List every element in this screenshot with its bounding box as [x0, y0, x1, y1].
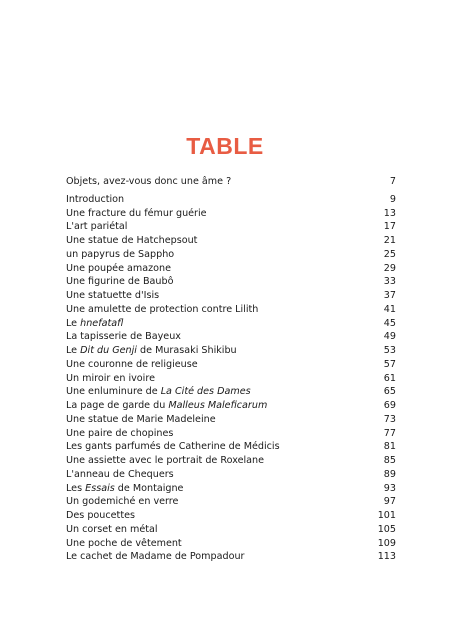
toc-entry-title-italic: Essais — [85, 482, 115, 494]
toc-entry-title-text: de Montaigne — [114, 482, 184, 494]
toc-entry-title-text: Une poche de vêtement — [66, 537, 182, 549]
toc-entry-title-text: Les gants parfumés de Catherine de Médicis — [66, 441, 280, 453]
toc-entry-title-text: Une couronne de religieuse — [66, 358, 198, 370]
toc-entry-title — [66, 427, 173, 441]
toc-entry-page-number: 97 — [383, 496, 396, 508]
toc-entry — [66, 358, 396, 372]
toc-entry-page-number: 9 — [389, 193, 396, 205]
toc-entry-title-text: Objets, avez-vous donc une âme ? — [66, 176, 232, 187]
toc-entry-title-text: Un miroir en ivoire — [66, 372, 155, 384]
toc-entry-title-text: Le cachet de Madame de Pompadour — [66, 551, 245, 563]
toc-entry — [66, 193, 396, 207]
toc-entry-page-number: 89 — [383, 468, 396, 480]
toc-entry-page-number: 33 — [383, 276, 396, 288]
toc-entry — [66, 385, 396, 399]
toc-entry-page-number: 45 — [383, 317, 396, 329]
toc-entry-page-number: 57 — [383, 358, 396, 370]
toc-entry-title-text: Une assiette avec le portrait de Roxelane — [66, 455, 265, 466]
toc-entry-title-text: Le — [66, 345, 81, 356]
toc-entry — [66, 220, 396, 234]
toc-entry-title-text: Le — [66, 317, 81, 329]
toc-entry — [66, 248, 396, 262]
toc-entry-page-number: 61 — [383, 372, 396, 384]
toc-entry-page-number: 17 — [383, 221, 396, 233]
toc-entry-page-number: 49 — [383, 331, 396, 343]
toc-entry-title-text: Une figurine de Baubô — [66, 276, 174, 288]
toc-entry-title — [66, 234, 197, 248]
toc-entry — [66, 413, 396, 427]
toc-entry — [66, 330, 396, 344]
toc-entry-title-text: La tapisserie de Bayeux — [66, 331, 181, 343]
toc-entry-title-text: Des poucettes — [66, 510, 135, 521]
toc-entry-title — [66, 385, 251, 399]
toc-entry — [66, 523, 396, 537]
toc-entry-page-number: 41 — [383, 303, 396, 315]
toc-entry-title — [66, 440, 280, 454]
toc-entry-title — [66, 175, 231, 189]
toc-entry-title-text: de Murasaki Shikibu — [136, 345, 237, 356]
toc-entry-page-number: 93 — [383, 482, 396, 494]
toc-entry — [66, 427, 396, 441]
toc-entry-title-text: Une statue de Marie Madeleine — [66, 413, 216, 425]
toc-entry-title-text: L'art pariétal — [66, 221, 128, 233]
toc-entry-title-text: Une poupée amazone — [66, 262, 172, 274]
toc-entry — [66, 482, 396, 496]
toc-entry — [66, 495, 396, 509]
toc-entry-page-number: 77 — [383, 427, 396, 439]
toc-entry-page-number: 53 — [383, 345, 396, 356]
toc-entry — [66, 275, 396, 289]
toc-entry — [66, 372, 396, 386]
toc-entry — [66, 509, 396, 523]
toc-entry — [66, 454, 396, 468]
toc-entry-title — [66, 193, 124, 207]
toc-entry — [66, 550, 396, 564]
toc-entry — [66, 537, 396, 551]
toc-entry-title-text: La page de garde du — [66, 400, 169, 411]
toc-entry-title — [66, 220, 127, 234]
toc-entry-page-number: 65 — [383, 386, 396, 398]
toc-entry — [66, 207, 396, 221]
toc-entry — [66, 175, 396, 189]
toc-entry-page-number: 13 — [383, 207, 396, 219]
toc-entry-title-text: Une statue de Hatchepsout — [66, 235, 198, 246]
toc-entry-title-text: Une amulette de protection contre Lilith — [66, 303, 259, 315]
toc-entry-page-number: 25 — [383, 248, 396, 260]
toc-entry — [66, 399, 396, 413]
toc-entry-title — [66, 537, 182, 551]
toc-entry — [66, 234, 396, 248]
toc-entry-title — [66, 248, 174, 262]
toc-entry-title-text: Les — [66, 482, 86, 494]
toc-entry-title — [66, 344, 237, 358]
toc-entry-page-number: 69 — [383, 400, 396, 411]
toc-entry-title-text: Une paire de chopines — [66, 427, 174, 439]
toc-entry-title-text: Une fracture du fémur guérie — [66, 207, 207, 219]
toc-entry-title-text: Un godemiché en verre — [66, 496, 179, 508]
toc-entry-title — [66, 207, 207, 221]
toc-entry-title-text: L'anneau de Chequers — [66, 468, 174, 480]
toc-entry-page-number: 7 — [389, 176, 396, 187]
toc-entry — [66, 344, 396, 358]
toc-entry — [66, 317, 396, 331]
toc-entry-title — [66, 262, 171, 276]
toc-entry-page-number: 29 — [383, 262, 396, 274]
toc-entry — [66, 440, 396, 454]
toc-entry-title — [66, 482, 183, 496]
toc-entry-title — [66, 413, 216, 427]
toc-entry — [66, 303, 396, 317]
toc-entry-page-number: 101 — [377, 510, 396, 521]
toc-entry-page-number: 37 — [383, 290, 396, 301]
toc-entry-title — [66, 523, 158, 537]
toc-entry-page-number: 85 — [383, 455, 396, 466]
toc-entry-title-text: Un corset en métal — [66, 523, 158, 535]
toc-entry-title — [66, 303, 258, 317]
toc-entry-title-italic: hnefatafl — [80, 317, 124, 329]
table-of-contents — [66, 175, 396, 564]
toc-entry-title — [66, 358, 198, 372]
toc-entry-title — [66, 372, 155, 386]
toc-entry-title — [66, 495, 178, 509]
toc-entry-title — [66, 550, 244, 564]
toc-entry-title — [66, 454, 264, 468]
toc-entry-page-number: 81 — [383, 441, 396, 453]
toc-entry-page-number: 113 — [377, 551, 396, 563]
toc-entry-title-italic: Malleus Maleficarum — [168, 400, 268, 411]
toc-entry-title — [66, 289, 159, 303]
toc-entry-title — [66, 468, 174, 482]
toc-entry-title-text: Une enluminure de — [66, 386, 161, 398]
toc-entry-title — [66, 399, 267, 413]
toc-entry-title-text: un papyrus de Sappho — [66, 248, 175, 260]
toc-entry — [66, 289, 396, 303]
toc-entry-page-number: 105 — [377, 523, 396, 535]
toc-entry — [66, 262, 396, 276]
toc-entry-title-italic: Dit du Genji — [80, 345, 137, 356]
toc-entry-title-italic: La Cité des Dames — [160, 386, 251, 398]
toc-entry-page-number: 109 — [377, 537, 396, 549]
toc-entry-page-number: 73 — [383, 413, 396, 425]
toc-entry-title — [66, 330, 181, 344]
toc-entry-page-number: 21 — [383, 235, 396, 246]
toc-entry-title — [66, 317, 123, 331]
toc-entry-title-text: Introduction — [66, 193, 125, 205]
toc-entry-title — [66, 275, 173, 289]
page-title: TABLE — [186, 133, 264, 159]
toc-entry — [66, 468, 396, 482]
toc-entry-title — [66, 509, 135, 523]
toc-entry-title-text: Une statuette d'Isis — [66, 290, 160, 301]
